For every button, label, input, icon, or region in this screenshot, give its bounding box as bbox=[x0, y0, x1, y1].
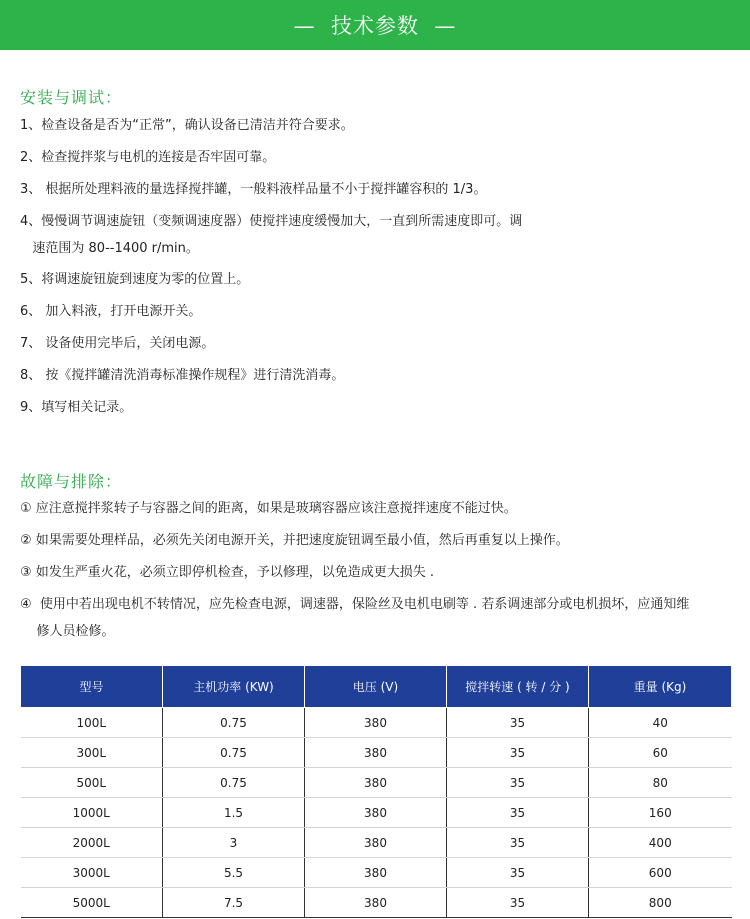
install-item-8: 8、 按《搅拌罐清洗消毒标准操作规程》进行清洗消毒。 bbox=[20, 368, 345, 383]
column-header-speed: 搅拌转速 ( 转 / 分 ) bbox=[447, 666, 589, 708]
cell-speed: 35 bbox=[447, 708, 589, 738]
cell-speed: 35 bbox=[447, 858, 589, 888]
column-header-model: 型号 bbox=[21, 666, 163, 708]
cell-model: 1000L bbox=[21, 798, 163, 828]
install-item-3: 3、 根据所处理料液的量选择搅拌罐，一般料液样品量不小于搅拌罐容积的 1/3。 bbox=[20, 182, 487, 197]
cell-power: 5.5 bbox=[163, 858, 305, 888]
cell-weight: 160 bbox=[589, 798, 732, 828]
install-item-9: 9、填写相关记录。 bbox=[20, 400, 133, 415]
header-title: — 技术参数 — bbox=[293, 14, 457, 38]
cell-weight: 800 bbox=[589, 888, 732, 918]
table-row bbox=[21, 888, 732, 918]
cell-speed: 35 bbox=[447, 768, 589, 798]
cell-voltage: 380 bbox=[305, 888, 447, 918]
cell-voltage: 380 bbox=[305, 768, 447, 798]
cell-speed: 35 bbox=[447, 738, 589, 768]
table-row bbox=[21, 858, 732, 888]
table-row bbox=[21, 708, 732, 738]
cell-power: 0.75 bbox=[163, 708, 305, 738]
table-row bbox=[21, 828, 732, 858]
column-header-voltage: 电压 (V) bbox=[305, 666, 447, 708]
install-item-6: 6、 加入料液，打开电源开关。 bbox=[20, 304, 202, 319]
fault-item-4: ④ 使用中若出现电机不转情况，应先检查电源，调速器，保险丝及电机电刷等 . 若系调速部分或电机损坏，应通知维 bbox=[20, 597, 690, 612]
cell-weight: 40 bbox=[589, 708, 732, 738]
header-bar bbox=[0, 0, 750, 50]
cell-weight: 80 bbox=[589, 768, 732, 798]
install-item-4: 4、慢慢调节调速旋钮（变频调速度器）使搅拌速度缓慢加大，一直到所需速度即可。调 bbox=[20, 214, 523, 229]
column-header-power: 主机功率 (KW) bbox=[163, 666, 305, 708]
cell-weight: 60 bbox=[589, 738, 732, 768]
fault-item-3: ③ 如发生严重火花，必须立即停机检查，予以修理，以免造成更大损失 . bbox=[20, 565, 435, 580]
cell-voltage: 380 bbox=[305, 798, 447, 828]
cell-model: 5000L bbox=[21, 888, 163, 918]
install-section-title: 安装与调试： bbox=[20, 88, 123, 107]
cell-power: 0.75 bbox=[163, 768, 305, 798]
cell-model: 3000L bbox=[21, 858, 163, 888]
table-row bbox=[21, 798, 732, 828]
cell-power: 0.75 bbox=[163, 738, 305, 768]
table-row bbox=[21, 768, 732, 798]
cell-voltage: 380 bbox=[305, 738, 447, 768]
install-item-1: 1、检查设备是否为“正常”，确认设备已清洁并符合要求。 bbox=[20, 118, 354, 133]
table-row bbox=[21, 738, 732, 768]
fault-item-2: ② 如果需要处理样品，必须先关闭电源开关，并把速度旋钮调至最小值，然后再重复以上操作。 bbox=[20, 533, 569, 548]
column-header-weight: 重量 (Kg) bbox=[589, 666, 732, 708]
cell-model: 100L bbox=[21, 708, 163, 738]
cell-power: 1.5 bbox=[163, 798, 305, 828]
cell-model: 2000L bbox=[21, 828, 163, 858]
cell-voltage: 380 bbox=[305, 828, 447, 858]
install-item-5: 5、将调速旋钮旋到速度为零的位置上。 bbox=[20, 272, 250, 287]
install-item-4-continued: 速范围为 80--1400 r/min。 bbox=[20, 241, 199, 256]
cell-model: 500L bbox=[21, 768, 163, 798]
fault-item-4-continued: 修人员检修。 bbox=[20, 624, 115, 639]
cell-speed: 35 bbox=[447, 828, 589, 858]
cell-weight: 400 bbox=[589, 828, 732, 858]
cell-speed: 35 bbox=[447, 798, 589, 828]
cell-power: 7.5 bbox=[163, 888, 305, 918]
fault-item-1: ① 应注意搅拌浆转子与容器之间的距离，如果是玻璃容器应该注意搅拌速度不能过快。 bbox=[20, 501, 517, 516]
table-header-row bbox=[21, 666, 732, 708]
install-item-2: 2、检查搅拌浆与电机的连接是否牢固可靠。 bbox=[20, 150, 276, 165]
fault-section-title: 故障与排除： bbox=[20, 472, 123, 491]
cell-voltage: 380 bbox=[305, 708, 447, 738]
spec-table bbox=[20, 665, 732, 918]
install-item-7: 7、 设备使用完毕后，关闭电源。 bbox=[20, 336, 215, 351]
cell-voltage: 380 bbox=[305, 858, 447, 888]
cell-speed: 35 bbox=[447, 888, 589, 918]
cell-model: 300L bbox=[21, 738, 163, 768]
cell-power: 3 bbox=[163, 828, 305, 858]
cell-weight: 600 bbox=[589, 858, 732, 888]
